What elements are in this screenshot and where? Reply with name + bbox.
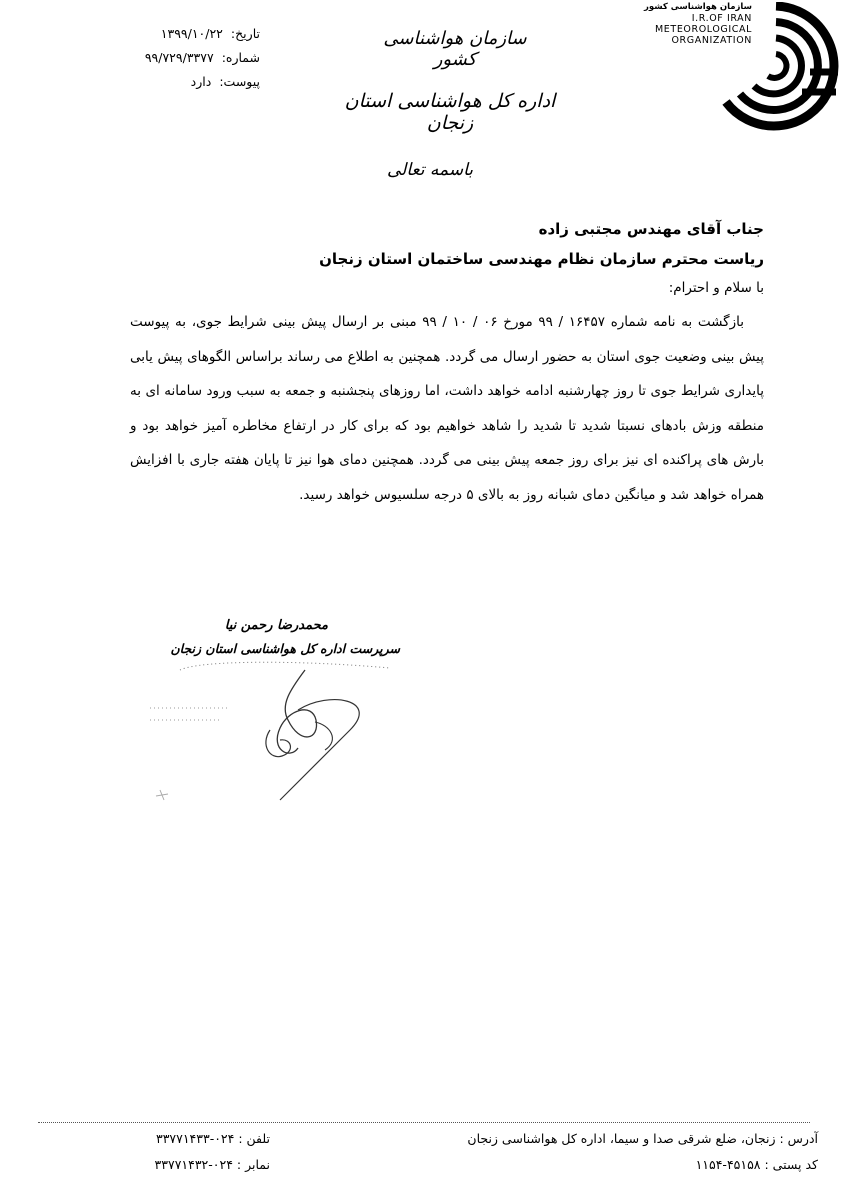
footer-row-1	[100, 1131, 818, 1146]
date-label: تاریخ:	[230, 26, 260, 41]
invocation-text: باسمه تعالی	[387, 160, 473, 180]
address-cell	[270, 1131, 818, 1146]
logo-emblem-icon	[712, 2, 840, 134]
signer-title: سرپرست اداره کل هواشناسی استان زنجان	[170, 641, 400, 656]
letter-meta	[110, 22, 260, 94]
address-label: آدرس :	[779, 1131, 818, 1146]
logo-english-line2: METEOROLOGICAL	[655, 24, 752, 35]
attachment-value: دارد	[190, 74, 212, 89]
logo-english-line3: ORGANIZATION	[671, 35, 752, 46]
fax-cell	[100, 1157, 270, 1172]
logo-persian-text: سازمان هواشناسی کشور	[643, 2, 752, 12]
logo-english-line1: I.R.OF IRAN	[691, 13, 752, 24]
postal-label: کد پستی :	[764, 1157, 818, 1172]
letter-body: بازگشت به نامه شماره ۱۶۴۵۷ / ۹۹ مورخ ۰۶ / ۱۰ / ۹۹ مبنی بر ارسال پیش بینی شرایط جوی، به پیوست پیش بینی وضعیت جوی استان به حضور ارسال می گردد. همچنین به اطلاع می رساند براساس الگوهای پیش یابی پایداری شرایط جوی تا روز چهارشنبه ادامه خواهد داشت، اما روزهای پنجشنبه و جمعه به سبب ورود سامانه ای به منطقه وزش بادهای نسبتا شدید تا شدید را شاهد خواهیم بود که برای کار در ارتفاع مخاطره آمیز خواهد بود و بارش های پراکنده ای نیز برای روز جمعه پیش بینی می گردد. همچنین دمای هوا نیز تا پایان هفته جاری با افزایش همراه خواهد شد و میانگین دمای شبانه روز به بالای ۵ درجه سلسیوس خواهد رسید.	[130, 314, 764, 503]
recipient-title: ریاست محترم سازمان نظام مهندسی ساختمان استان زنجان	[319, 250, 764, 268]
fax-value: ۰۲۴-۳۳۷۷۱۴۳۲	[154, 1157, 233, 1172]
date-row	[110, 22, 260, 46]
attachment-row	[110, 70, 260, 94]
handwritten-signature	[120, 650, 420, 820]
date-value: ۱۳۹۹/۱۰/۲۲	[160, 26, 223, 41]
fax-label: نمابر :	[236, 1157, 270, 1172]
footer-divider	[38, 1122, 810, 1123]
attachment-label: پیوست:	[219, 74, 260, 89]
sub-organization-title: اداره کل هواشناسی استان زنجان	[344, 90, 556, 134]
number-label: شماره:	[221, 50, 260, 65]
meteorological-organization-logo	[632, 2, 842, 134]
recipient-block	[124, 214, 764, 274]
postal-cell	[270, 1157, 818, 1172]
postal-value: ۴۵۱۵۸-۱۱۵۴	[695, 1157, 761, 1172]
phone-cell	[100, 1131, 270, 1146]
phone-value: ۰۲۴-۳۳۷۷۱۴۳۳	[155, 1131, 235, 1146]
greeting: با سلام و احترام:	[668, 280, 764, 296]
footer-row-2	[100, 1157, 818, 1172]
signer-name: محمدرضا رحمن نیا	[224, 618, 328, 633]
recipient-name: جناب آقای مهندس مجتبی زاده	[538, 220, 764, 238]
number-value: ۹۹/۷۲۹/۳۳۷۷	[144, 50, 214, 65]
phone-label: تلفن :	[238, 1131, 270, 1146]
organization-title: سازمان هواشناسی کشور	[383, 28, 527, 70]
address-value: زنجان، ضلع شرقی صدا و سیما، اداره کل هواشناسی زنجان	[467, 1131, 776, 1146]
number-row	[110, 46, 260, 70]
